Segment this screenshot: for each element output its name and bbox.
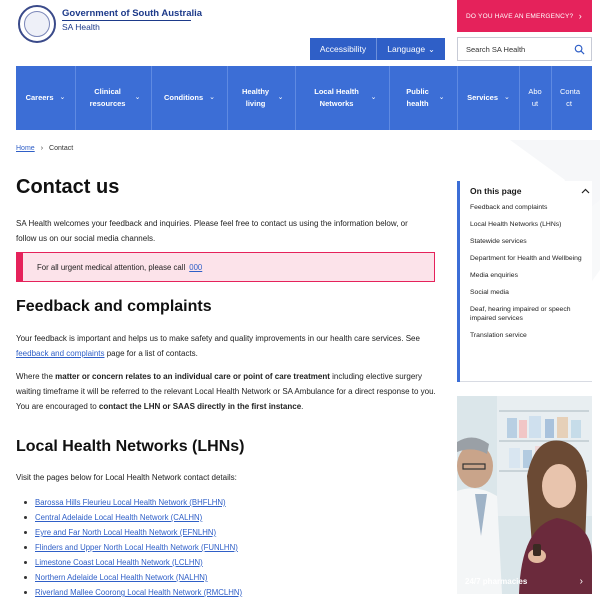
bullet-icon	[24, 561, 27, 564]
text: Where the	[16, 372, 53, 381]
lhn-link-list	[24, 495, 242, 600]
nav-item-local-health-networks[interactable]	[296, 66, 390, 130]
search-placeholder: Search SA Health	[466, 44, 526, 54]
bold-text: contact the LHN or SAAS directly in the first instance	[98, 402, 302, 411]
list-item	[24, 570, 242, 585]
on-this-page-panel	[457, 181, 592, 382]
logo-divider	[62, 20, 191, 21]
lhn-intro: Visit the pages below for Local Health Network contact details:	[16, 473, 237, 482]
lhn-link[interactable]: Barossa Hills Fleurieu Local Health Network (BHFLHN)	[35, 498, 226, 507]
language-button[interactable]	[377, 38, 445, 60]
bullet-icon	[24, 516, 27, 519]
page-title: Contact us	[16, 176, 120, 198]
divider	[460, 381, 592, 382]
search-icon[interactable]	[574, 44, 585, 55]
text: page for a list of contacts.	[106, 349, 198, 358]
intro-text: SA Health welcomes your feedback and inquiries. Please feel free to contact us using the information below, or follow us on our social media channels.	[16, 219, 408, 243]
lhn-heading: Local Health Networks (LHNs)	[16, 438, 245, 455]
chevron-down-icon: ⌄	[504, 94, 510, 101]
breadcrumb	[16, 145, 73, 152]
main-navigation	[16, 66, 592, 130]
nav-label: Abo ut	[528, 87, 542, 108]
on-this-page-link[interactable]: Statewide services	[470, 238, 527, 245]
emergency-label: DO YOU HAVE AN EMERGENCY?	[466, 12, 574, 20]
on-this-page-link[interactable]: Translation service	[470, 332, 527, 339]
on-this-page-link[interactable]: Local Health Networks (LHNs)	[470, 221, 562, 228]
nav-item-conditions[interactable]	[152, 66, 228, 130]
promo-label: 24/7 pharmacies	[465, 577, 528, 586]
nav-label: Local Health Networks	[314, 87, 359, 108]
feedback-and-complaints-link[interactable]: feedback and complaints	[16, 349, 105, 358]
nav-item-about[interactable]	[520, 66, 552, 130]
search-input[interactable]	[457, 37, 592, 61]
on-this-page-title: On this page	[470, 186, 522, 196]
nav-item-healthy-living[interactable]	[228, 66, 296, 130]
on-this-page-link[interactable]: Deaf, hearing impaired or speech impaired services	[470, 306, 571, 322]
chevron-right-icon: ›	[579, 576, 583, 587]
feedback-paragraph-2	[16, 369, 436, 414]
nav-label: Careers	[25, 93, 54, 102]
alert-text: For all urgent medical attention, please call	[37, 262, 186, 272]
feedback-paragraph-1	[16, 331, 436, 361]
header	[0, 0, 600, 66]
nav-label: Public health	[406, 87, 429, 108]
nav-item-contact[interactable]	[552, 66, 592, 130]
breadcrumb-home-link[interactable]: Home	[16, 145, 35, 152]
lhn-link[interactable]: Northern Adelaide Local Health Network (NALHN)	[35, 573, 208, 582]
language-label: Language	[387, 44, 426, 54]
bullet-icon	[24, 546, 27, 549]
chevron-down-icon: ⌄	[277, 94, 284, 101]
pharmacy-photo	[457, 396, 592, 594]
lhn-link[interactable]: Central Adelaide Local Health Network (CALHN)	[35, 513, 203, 522]
on-this-page-link[interactable]: Social media	[470, 289, 509, 296]
lhn-link[interactable]: Flinders and Upper North Local Health Network (FUNLHN)	[35, 543, 238, 552]
nav-item-clinical-resources[interactable]	[76, 66, 152, 130]
breadcrumb-current: Contact	[49, 145, 74, 152]
on-this-page-toggle[interactable]	[470, 186, 592, 196]
brand-name[interactable]: SA Health	[62, 22, 100, 32]
bullet-icon	[24, 501, 27, 504]
nav-label: Conditions	[163, 93, 204, 102]
urgent-alert	[16, 252, 435, 282]
list-item	[24, 585, 242, 600]
text: Your feedback is important and helps us to make safety and quality improvements in our health care services. See	[16, 334, 420, 343]
list-item	[24, 510, 242, 525]
on-this-page-link[interactable]: Department for Health and Wellbeing	[470, 255, 582, 262]
lhn-link[interactable]: Limestone Coast Local Health Network (LCLHN)	[35, 558, 203, 567]
emergency-number-link[interactable]: 000	[189, 262, 203, 272]
chevron-down-icon: ⌄	[428, 44, 435, 54]
lhn-link[interactable]: Riverland Mallee Coorong Local Health Network (RMCLHN)	[35, 588, 243, 597]
nav-item-services[interactable]	[458, 66, 520, 130]
nav-label: Clinical resources	[89, 87, 126, 108]
chevron-down-icon: ⌄	[370, 94, 377, 101]
chevron-right-icon: ›	[578, 11, 582, 21]
feedback-heading: Feedback and complaints	[16, 298, 212, 315]
on-this-page-list	[470, 203, 592, 340]
accessibility-button[interactable]: Accessibility	[310, 38, 377, 60]
text: including elective surgery waiting timeframe it will be referred to the relevant Local Health Network or SA Ambulance for a direct response to you. You are encouraged to	[16, 372, 436, 411]
list-item	[24, 495, 242, 510]
list-item	[24, 540, 242, 555]
chevron-right-icon: ›	[40, 145, 44, 152]
bold-text: matter or concern relates to an individual care or point of care treatment	[55, 372, 330, 381]
list-item	[24, 525, 242, 540]
nav-label: Services	[467, 93, 498, 102]
bullet-icon	[24, 576, 27, 579]
nav-item-public-health[interactable]	[390, 66, 458, 130]
chevron-down-icon: ⌄	[134, 94, 141, 101]
chevron-down-icon: ⌄	[438, 94, 445, 101]
on-this-page-link[interactable]: Media enquiries	[470, 272, 518, 279]
nav-item-careers[interactable]	[16, 66, 76, 130]
pharmacies-promo-card[interactable]	[457, 396, 592, 594]
bullet-icon	[24, 591, 27, 594]
chevron-down-icon: ⌄	[59, 94, 66, 101]
list-item	[24, 555, 242, 570]
emergency-button[interactable]	[457, 0, 592, 32]
chevron-up-icon	[581, 188, 590, 194]
text: .	[301, 402, 304, 411]
government-crest-logo[interactable]	[18, 5, 56, 43]
chevron-down-icon: ⌄	[209, 94, 216, 101]
lhn-link[interactable]: Eyre and Far North Local Health Network (EFNLHN)	[35, 528, 217, 537]
bullet-icon	[24, 531, 27, 534]
nav-label: Healthy living	[242, 87, 270, 108]
gov-title[interactable]: Government of South Australia	[62, 8, 203, 19]
nav-label: Conta ct	[560, 87, 581, 108]
on-this-page-link[interactable]: Feedback and complaints	[470, 204, 548, 211]
